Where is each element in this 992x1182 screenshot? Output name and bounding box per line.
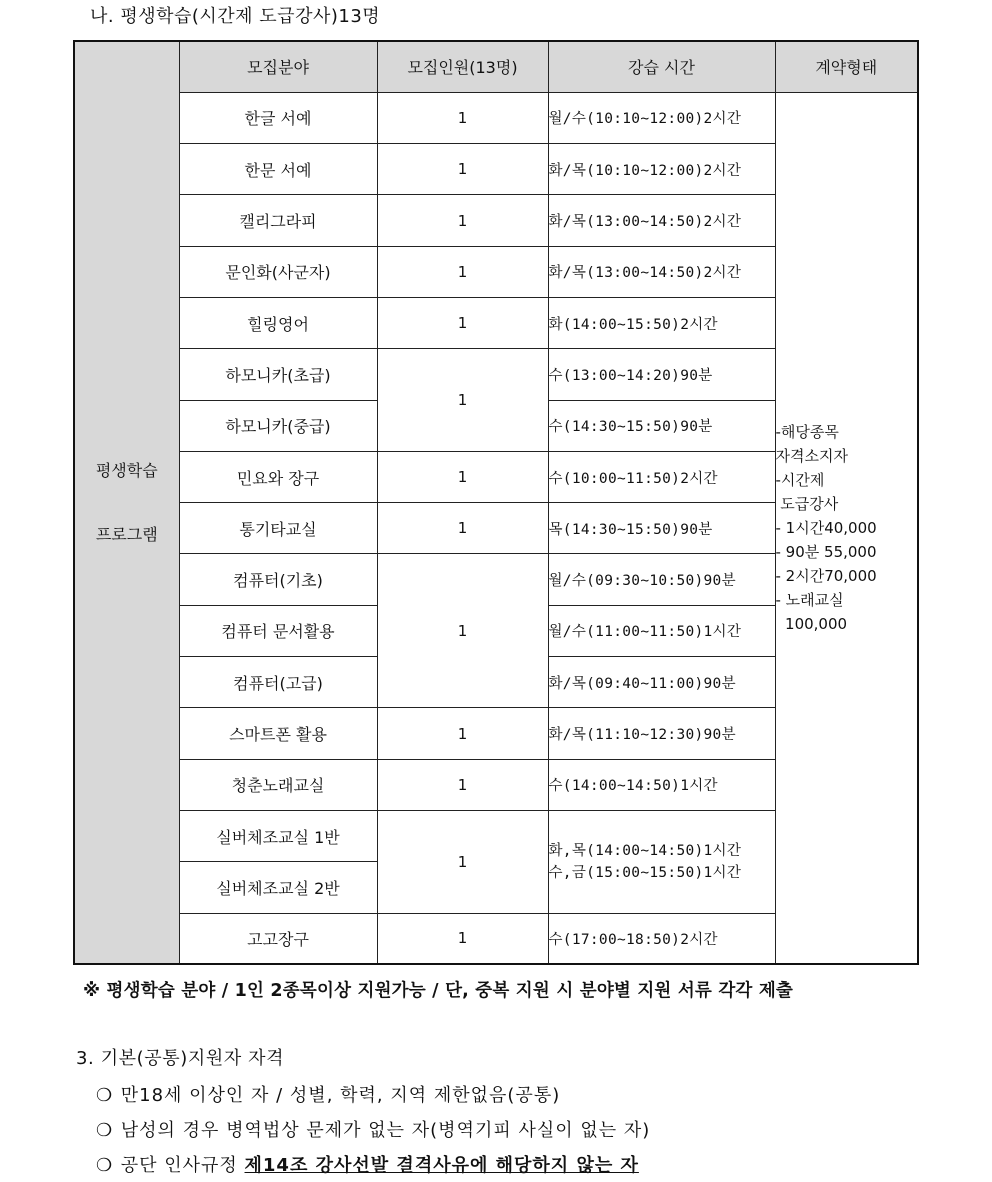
time-cell: 화/목(13:00~14:50)2시간 xyxy=(548,195,775,246)
contract-line: - 노래교실 xyxy=(775,591,844,610)
time-cell: 수(10:00~11:50)2시간 xyxy=(548,451,775,502)
time-cell: 목(14:30~15:50)90분 xyxy=(548,503,775,554)
contract-line: 100,000 xyxy=(775,615,848,634)
time-cell: 수(13:00~14:20)90분 xyxy=(548,349,775,400)
count-cell: 1 xyxy=(377,759,548,810)
time-line: 수,금(15:00~15:50)1시간 xyxy=(548,864,742,881)
time-cell: 화/목(11:10~12:30)90분 xyxy=(548,708,775,759)
time-cell xyxy=(548,810,775,913)
list-item-text: 남성의 경우 병역법상 문제가 없는 자(병역기피 사실이 없는 자) xyxy=(120,1120,651,1141)
list-item-emphasis: 제14조 강사선발 결격사유에 해당하지 않는 자 xyxy=(244,1155,639,1176)
field-cell: 한문 서예 xyxy=(179,144,377,195)
field-cell: 실버체조교실 2반 xyxy=(179,862,377,913)
contract-line: 자격소지자 xyxy=(775,447,848,466)
count-cell: 1 xyxy=(377,708,548,759)
category-label-2: 프로그램 xyxy=(95,524,158,544)
field-cell: 문인화(사군자) xyxy=(179,246,377,297)
header-contract: 계약형태 xyxy=(775,41,918,92)
contract-line: - 2시간70,000 xyxy=(775,567,877,586)
contract-line: -시간제 xyxy=(775,471,825,490)
list-item xyxy=(96,1116,650,1142)
time-cell: 화(14:00~15:50)2시간 xyxy=(548,297,775,348)
recruitment-table xyxy=(73,40,919,965)
field-cell: 컴퓨터 문서활용 xyxy=(179,605,377,656)
list-item xyxy=(96,1081,560,1107)
header-time: 강습 시간 xyxy=(548,41,775,92)
field-cell: 캘리그라피 xyxy=(179,195,377,246)
count-cell: 1 xyxy=(377,554,548,708)
time-cell: 화/목(13:00~14:50)2시간 xyxy=(548,246,775,297)
count-cell: 1 xyxy=(377,246,548,297)
circle-bullet-icon: ❍ xyxy=(96,1085,114,1106)
count-cell: 1 xyxy=(377,810,548,913)
contract-line: - 1시간40,000 xyxy=(775,519,877,538)
field-cell: 고고장구 xyxy=(179,913,377,964)
field-cell: 컴퓨터(고급) xyxy=(179,657,377,708)
field-cell: 청춘노래교실 xyxy=(179,759,377,810)
time-cell: 수(14:30~15:50)90분 xyxy=(548,400,775,451)
circle-bullet-icon: ❍ xyxy=(96,1155,114,1176)
count-cell: 1 xyxy=(377,349,548,452)
field-cell: 힐링영어 xyxy=(179,297,377,348)
contract-cell xyxy=(775,92,918,964)
header-count: 모집인원(13명) xyxy=(377,41,548,92)
list-item xyxy=(96,1151,639,1177)
count-cell: 1 xyxy=(377,297,548,348)
time-cell: 월/수(10:10~12:00)2시간 xyxy=(548,92,775,143)
time-cell: 수(14:00~14:50)1시간 xyxy=(548,759,775,810)
count-cell: 1 xyxy=(377,913,548,964)
table-row xyxy=(74,92,918,143)
field-cell: 실버체조교실 1반 xyxy=(179,810,377,861)
circle-bullet-icon: ❍ xyxy=(96,1120,114,1141)
field-cell: 하모니카(중급) xyxy=(179,400,377,451)
count-cell: 1 xyxy=(377,451,548,502)
time-cell: 화/목(10:10~12:00)2시간 xyxy=(548,144,775,195)
contract-line: -해당종목 xyxy=(775,423,839,442)
contract-line: - 90분 55,000 xyxy=(775,543,877,562)
count-cell: 1 xyxy=(377,92,548,143)
field-cell: 통기타교실 xyxy=(179,503,377,554)
table-header-row xyxy=(74,41,918,92)
time-cell: 월/수(11:00~11:50)1시간 xyxy=(548,605,775,656)
section-title: 3. 기본(공통)지원자 자격 xyxy=(76,1048,285,1069)
count-cell: 1 xyxy=(377,144,548,195)
category-label-1: 평생학습 xyxy=(95,460,158,480)
time-cell: 화/목(09:40~11:00)90분 xyxy=(548,657,775,708)
section-heading: 나. 평생학습(시간제 도급강사)13명 xyxy=(90,6,381,27)
time-cell: 수(17:00~18:50)2시간 xyxy=(548,913,775,964)
list-item-text: 만18세 이상인 자 / 성별, 학력, 지역 제한없음(공통) xyxy=(120,1085,561,1106)
count-cell: 1 xyxy=(377,503,548,554)
field-cell: 스마트폰 활용 xyxy=(179,708,377,759)
field-cell: 한글 서예 xyxy=(179,92,377,143)
contract-line: 도급강사 xyxy=(775,495,839,514)
field-cell: 하모니카(초급) xyxy=(179,349,377,400)
time-cell: 월/수(09:30~10:50)90분 xyxy=(548,554,775,605)
time-line: 화,목(14:00~14:50)1시간 xyxy=(548,842,742,859)
field-cell: 컴퓨터(기초) xyxy=(179,554,377,605)
header-field: 모집분야 xyxy=(179,41,377,92)
field-cell: 민요와 장구 xyxy=(179,451,377,502)
category-cell xyxy=(74,41,179,964)
count-cell: 1 xyxy=(377,195,548,246)
application-note: ※ 평생학습 분야 / 1인 2종목이상 지원가능 / 단, 중복 지원 시 분야별 지원 서류 각각 제출 xyxy=(83,981,794,1001)
list-item-text: 공단 인사규정 xyxy=(120,1155,245,1176)
